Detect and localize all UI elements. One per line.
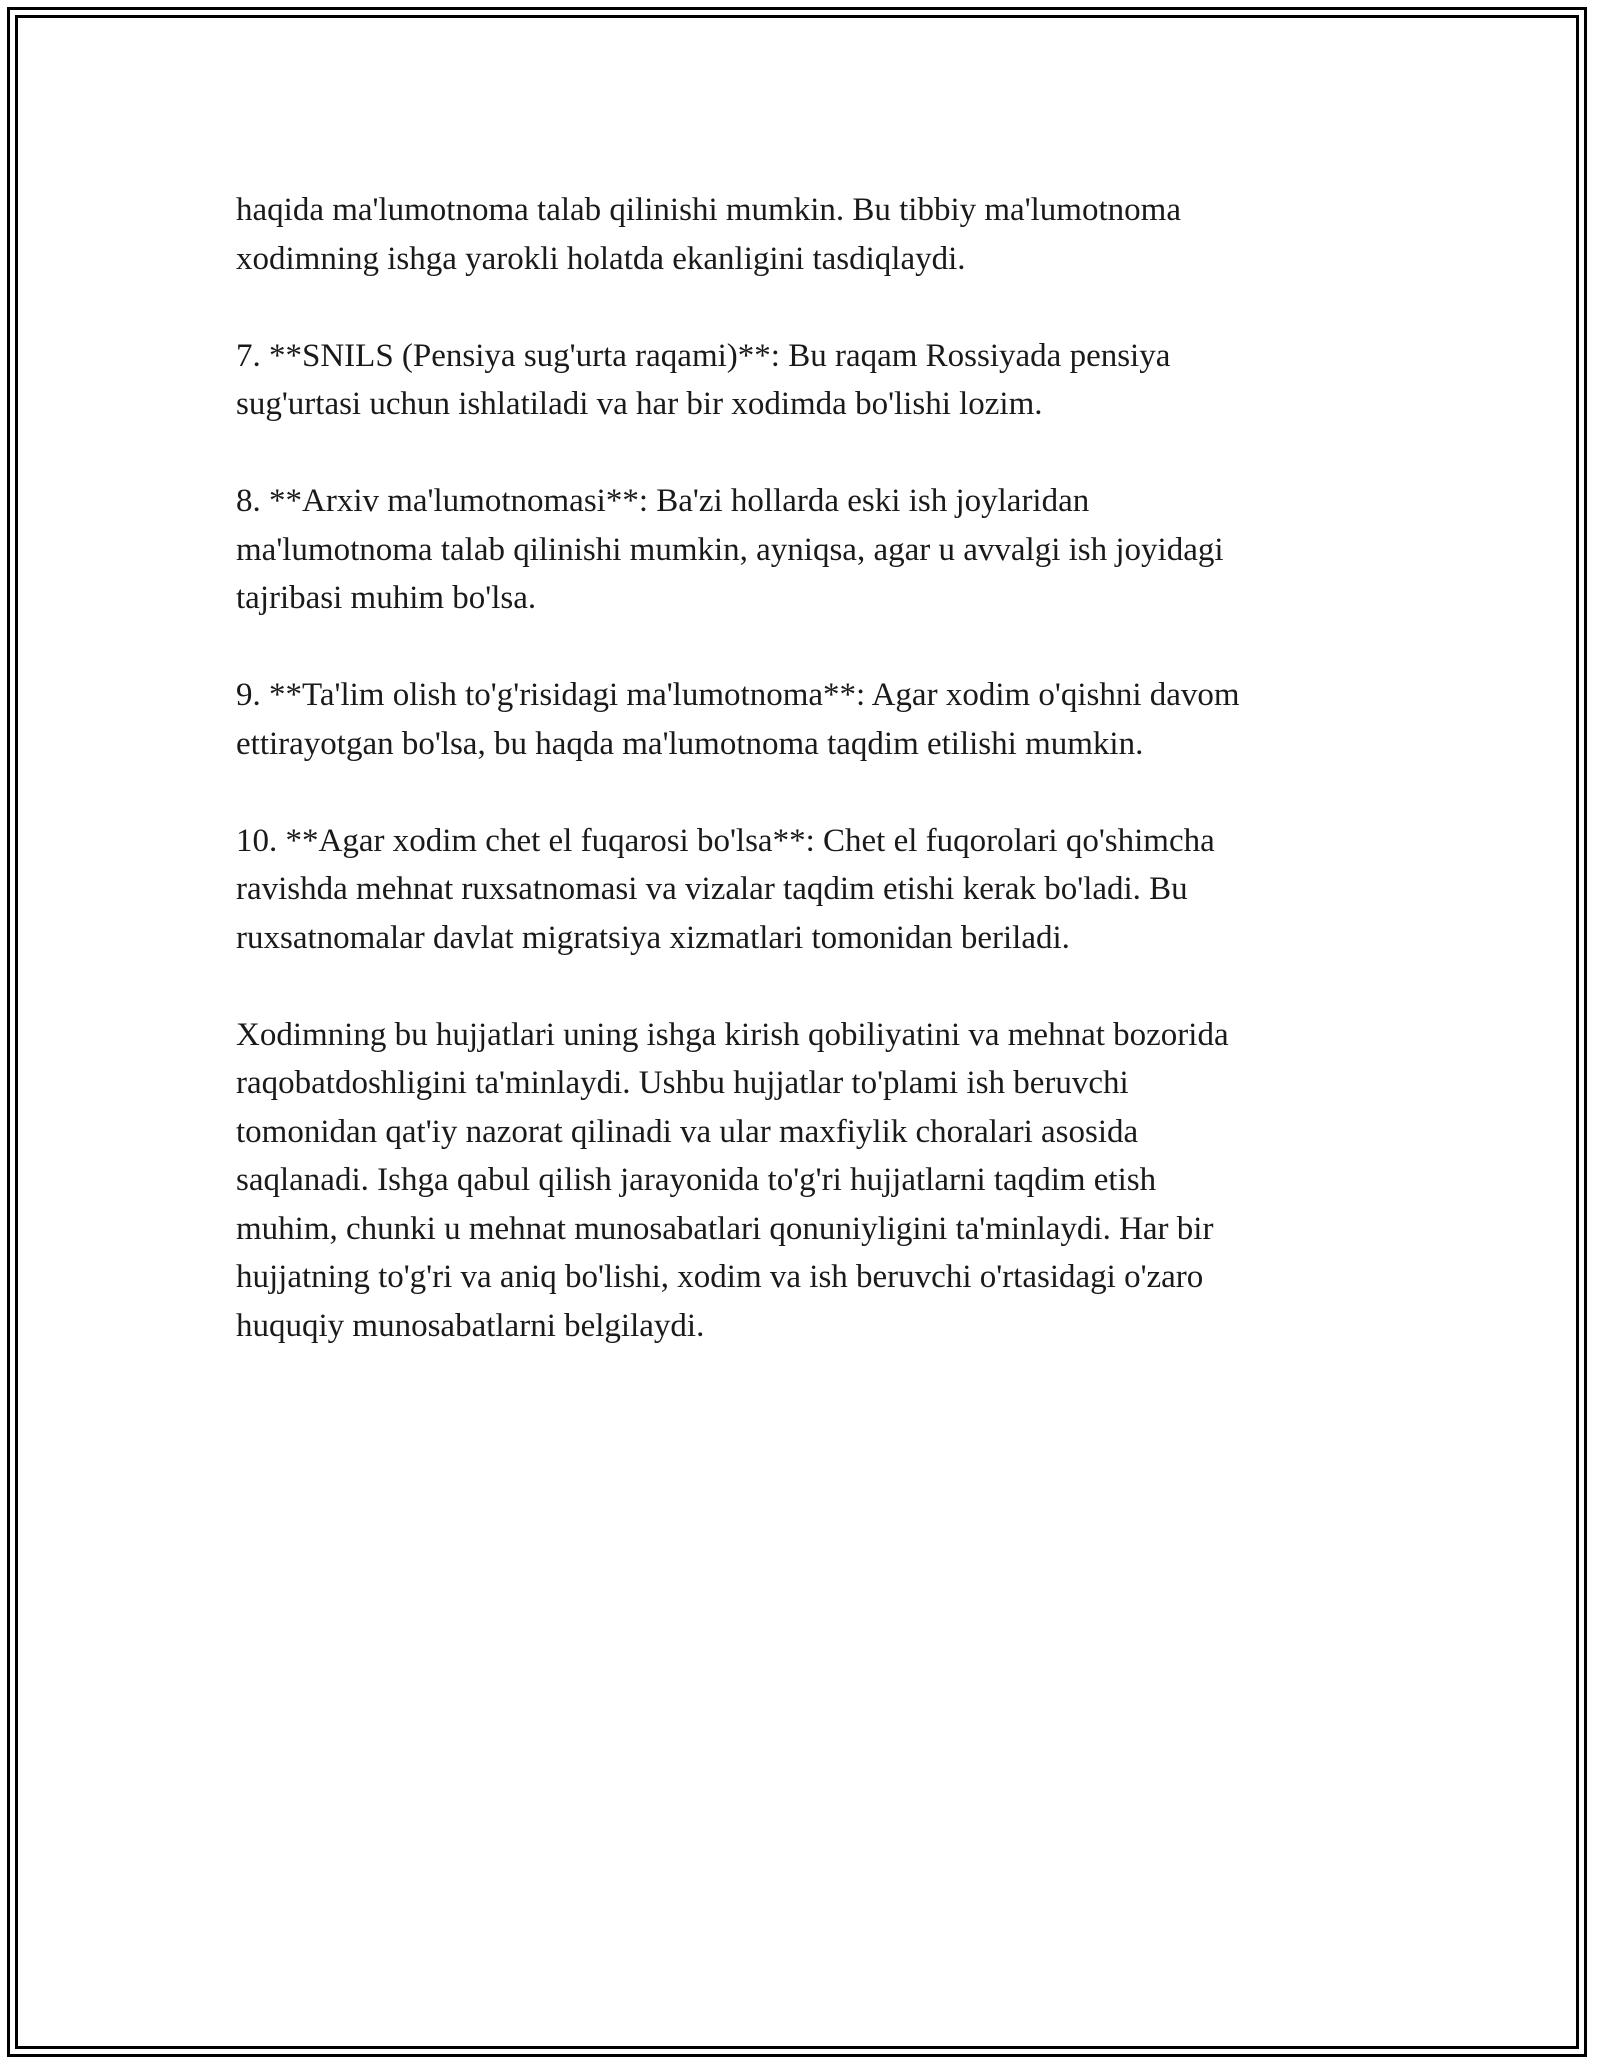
paragraph-conclusion: Xodimning bu hujjatlari uning ishga kirish qobiliyatini va mehnat bozorida raqobatdoshligini ta'minlaydi. Ushbu hujjatlar to'plami ish beruvchi tomonidan qat'iy nazorat qilinadi va ular maxfiylik choralari asosida saqlanadi. Ishga qabul qilish jarayonida to'g'ri hujjatlarni taqdim etish muhim, chunki u mehnat munosabatlari qonuniyligini ta'minlaydi. Har bir hujjatning to'g'ri va aniq bo'lishi, xodim va ish beruvchi o'rtasidagi o'zaro huquqiy munosabatlarni belgilaydi.	[236, 1016, 1229, 1344]
paragraph-archive-certificate: 8. **Arxiv ma'lumotnomasi**: Ba'zi hollarda eski ish joylaridan ma'lumotnoma talab qilinishi mumkin, ayniqsa, agar u avvalgi ish joyidagi tajribasi muhim bo'lsa.	[236, 483, 1224, 616]
paragraph-medical-certificate: haqida ma'lumotnoma talab qilinishi mumkin. Bu tibbiy ma'lumotnoma xodimning ishga yarokli holatda ekanligini tasdiqlaydi.	[236, 192, 1181, 277]
paragraph-snils: 7. **SNILS (Pensiya sug'urta raqami)**: Bu raqam Rossiyada pensiya sug'urtasi uchun ishlatiladi va har bir xodimda bo'lishi lozim.	[236, 337, 1171, 422]
paragraph-foreign-citizen: 10. **Agar xodim chet el fuqarosi bo'lsa**: Chet el fuqorolari qo'shimcha ravishda mehnat ruxsatnomasi va vizalar taqdim etishi kerak bo'ladi. Bu ruxsatnomalar davlat migratsiya xizmatlari tomonidan beriladi.	[236, 822, 1215, 956]
document-body	[236, 186, 1396, 1399]
paragraph-education-certificate: 9. **Ta'lim olish to'g'risidagi ma'lumotnoma**: Agar xodim o'qishni davom ettirayotgan bo'lsa, bu haqda ma'lumotnoma taqdim etilishi mumkin.	[236, 677, 1240, 762]
